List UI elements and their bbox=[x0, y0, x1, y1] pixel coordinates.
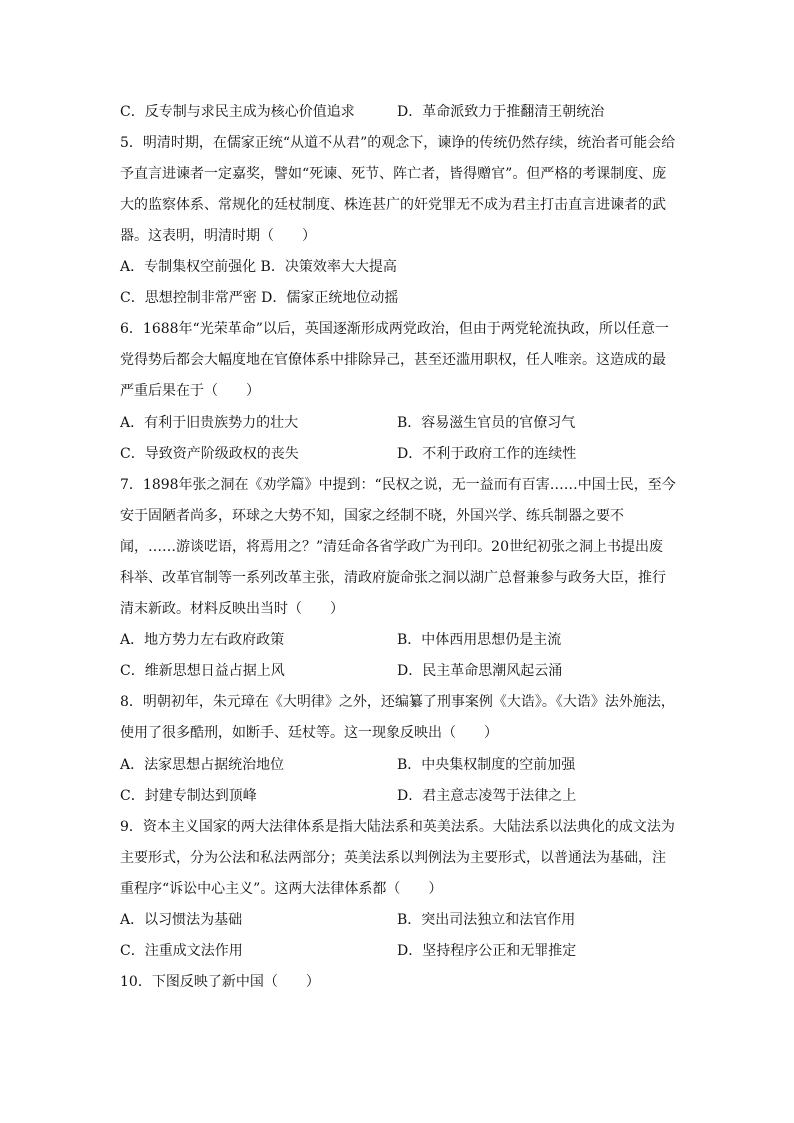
q5-stem-line-1: 5．明清时期，在儒家正统“从道不从君”的观念下，谏诤的传统仍然存续，统治者可能会给 bbox=[120, 135, 676, 151]
q8-option-a: A．法家思想占据统治地位 bbox=[120, 757, 285, 773]
q8-option-c: C．封建专制达到顶峰 bbox=[120, 788, 257, 804]
q7-option-c: C．维新思想日益占据上风 bbox=[120, 663, 285, 679]
q5-stem-line-2: 予直言进谏者一定嘉奖，譬如“死谏、死节、阵亡者，皆得赠官”。但严格的考课制度、庞 bbox=[120, 166, 667, 182]
q6-option-b: B．容易滋生官员的官僚习气 bbox=[397, 415, 576, 431]
q9-stem-line-3: 重程序“诉讼中心主义”。这两大法律体系都（ ） bbox=[120, 881, 443, 897]
q5-options-cd: C．思想控制非常严密 D．儒家正统地位动摇 bbox=[120, 290, 399, 306]
q6-option-d: D．不利于政府工作的连续性 bbox=[397, 446, 577, 462]
q7-stem-line-5: 清末新政。材料反映出当时（ ） bbox=[120, 601, 344, 617]
q4-option-d: D．革命派致力于推翻清王朝统治 bbox=[397, 104, 605, 120]
q5-options-ab: A．专制集权空前强化 B．决策效率大大提高 bbox=[120, 259, 397, 275]
q7-option-b: B．中体西用思想仍是主流 bbox=[397, 632, 562, 648]
q7-option-a: A．地方势力左右政府政策 bbox=[120, 632, 285, 648]
q9-option-b: B．突出司法独立和法官作用 bbox=[397, 912, 576, 928]
q9-stem-line-2: 主要形式，分为公法和私法两部分；英美法系以判例法为主要形式，以普通法为基础，注 bbox=[120, 850, 666, 866]
q7-stem-line-1: 7．1898年张之洞在《劝学篇》中提到：“民权之说，无一益而有百害……中国士民，至今 bbox=[120, 477, 676, 493]
q4-option-c: C．反专制与求民主成为核心价值追求 bbox=[120, 104, 355, 120]
q7-stem-line-4: 科举、改革官制等一系列改革主张，清政府旋命张之洞以湖广总督兼参与政务大臣，推行 bbox=[120, 570, 666, 586]
q9-option-c: C．注重成文法作用 bbox=[120, 943, 243, 959]
q9-option-a: A．以习惯法为基础 bbox=[120, 912, 243, 928]
q8-option-b: B．中央集权制度的空前加强 bbox=[397, 757, 576, 773]
q7-stem-line-2: 安于固陋者尚多，环球之大势不知，国家之经制不晓，外国兴学、练兵制器之要不 bbox=[120, 508, 624, 524]
q8-option-d: D．君主意志凌驾于法律之上 bbox=[397, 788, 577, 804]
q9-option-d: D．坚持程序公正和无罪推定 bbox=[397, 943, 577, 959]
q6-stem-line-2: 党得势后都会大幅度地在官僚体系中排除异己，甚至还滥用职权，任人唯亲。这造成的最 bbox=[120, 352, 666, 368]
q6-option-c: C．导致资产阶级政权的丧失 bbox=[120, 446, 299, 462]
q7-option-d: D．民主革命思潮风起云涌 bbox=[397, 663, 563, 679]
q8-stem-line-1: 8．明朝初年，朱元璋在《大明律》之外，还编纂了刑事案例《大诰》。《大诰》法外施法， bbox=[120, 694, 675, 710]
q7-stem-line-3: 闻，……游谈呓语，将焉用之？”清廷命各省学政广为刊印。20世纪初张之洞上书提出废 bbox=[120, 539, 663, 555]
q6-option-a: A．有利于旧贵族势力的壮大 bbox=[120, 415, 299, 431]
q8-stem-line-2: 使用了很多酷刑，如断手、廷杖等。这一现象反映出（ ） bbox=[120, 725, 498, 741]
q10-stem-line-1: 10．下图反映了新中国（ ） bbox=[120, 974, 320, 990]
q5-stem-line-4: 器。这表明，明清时期（ ） bbox=[120, 228, 316, 244]
q6-stem-line-3: 严重后果在于（ ） bbox=[120, 383, 260, 399]
q6-stem-line-1: 6．1688年“光荣革命”以后，英国逐渐形成两党政治，但由于两党轮流执政，所以任意一 bbox=[120, 321, 669, 337]
q9-stem-line-1: 9．资本主义国家的两大法律体系是指大陆法系和英美法系。大陆法系以法典化的成文法为 bbox=[120, 819, 675, 835]
q5-stem-line-3: 大的监察体系、常规化的廷杖制度、株连甚广的奸党罪无不成为君主打击直言进谏者的武 bbox=[120, 197, 666, 213]
